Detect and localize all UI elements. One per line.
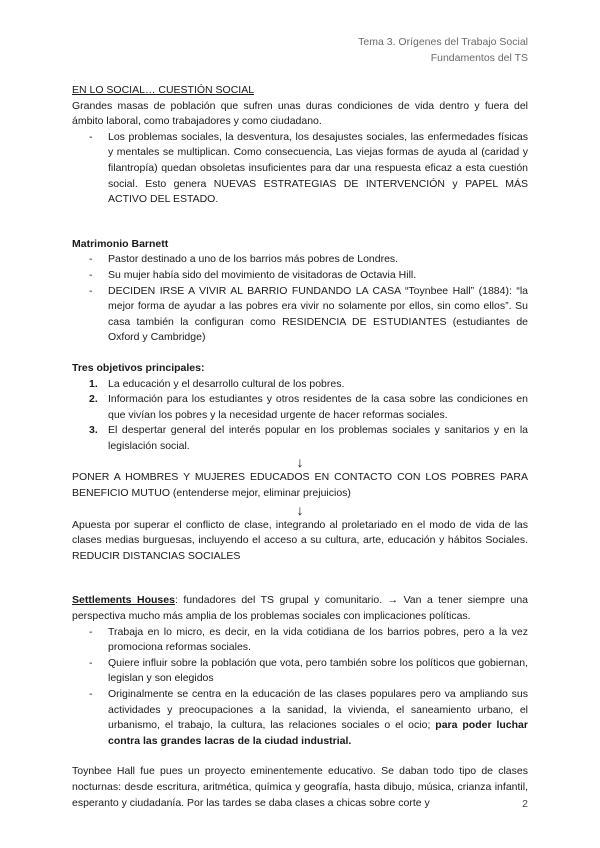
item-text: La educación y el desarrollo cultural de los pobres. bbox=[108, 377, 345, 390]
list-item: - Pastor destinado a uno de los barrios más pobres de Londres. bbox=[72, 252, 528, 268]
list-item bbox=[72, 392, 528, 423]
class-conflict-paragraph: Apuesta por superar el conflicto de clase, integrando al proletariado en el modo de vida de las clases medias burguesas, incluyendo el acceso a su cultura, arte, educación y hábitos Sociales. REDUCIR DISTANCIAS SOCIALES bbox=[72, 518, 528, 562]
page-header bbox=[358, 34, 528, 66]
item-text: El despertar general del interés popular en los problemas sociales y sanitarios y en la legislación social. bbox=[108, 424, 528, 452]
settlements-intro: : fundadores del TS grupal y comunitario. → Van a tener siempre una perspectiva mucho más amplia de los problemas sociales con implicaciones políticas. bbox=[72, 594, 529, 623]
list-item: - Su mujer había sido del movimiento de visitadoras de Octavia Hill. bbox=[72, 268, 528, 284]
list-item bbox=[72, 423, 528, 454]
section-title-objetivos: Tres objetivos principales: bbox=[72, 361, 205, 374]
down-arrow-icon: ↓ bbox=[296, 501, 304, 518]
mutual-benefit-statement: PONER A HOMBRES Y MUJERES EDUCADOS EN CONTACTO CON LOS POBRES PARA BENEFICIO MUTUO (entenderse mejor, eliminar prejuicios) bbox=[72, 471, 528, 500]
settlements-paragraph bbox=[72, 593, 528, 624]
cuestion-social-list bbox=[72, 130, 528, 208]
list-item bbox=[72, 377, 528, 393]
toynbee-hall-paragraph: Toynbee Hall fue pues un proyecto eminentemente educativo. Se daban todo tipo de clases nocturnas: desde escritura, aritmética, química y geografía, hasta dibujo, música, crianza infantil, esperanto y ciudadanía. Por las tardes se daba clases a chicas sobre corte y bbox=[72, 765, 528, 809]
document-body bbox=[72, 83, 528, 811]
item-emphasis: para poder luchar contra las grandes lacras de la ciudad industrial. bbox=[108, 719, 528, 747]
settlements-list bbox=[72, 625, 528, 750]
item-number: 2. bbox=[89, 393, 98, 406]
barnett-list bbox=[72, 252, 528, 346]
page-number: 2 bbox=[522, 798, 528, 810]
item-number: 1. bbox=[89, 377, 98, 390]
section-title-settlements: Settlements Houses bbox=[72, 594, 175, 607]
section-title-cuestion-social: EN LO SOCIAL… CUESTIÓN SOCIAL bbox=[72, 84, 255, 96]
list-item: - Los problemas sociales, la desventura, los desajustes sociales, las enfermedades físicas y mentales se multiplican. Como consecuencia, Las viejas formas de ayuda al (caridad y filantropía) quedan obsoletas insuficientes para dar una respuesta eficaz a esta cuestión social. Esto genera NUEVAS ESTRATEGIAS DE INTERVENCIÓN y PAPEL MÁS ACTIVO DEL ESTADO. bbox=[72, 130, 528, 208]
item-text: Originalmente se centra en la educación de las clases populares pero va ampliando sus actividades y preocupaciones a la sanidad, la vivienda, el saneamiento urbano, el urbanismo, el trabajo, la cultura, las relaciones sociales o el ocio; bbox=[108, 688, 528, 732]
section-title-barnett: Matrimonio Barnett bbox=[72, 237, 169, 250]
down-arrow-icon: ↓ bbox=[296, 454, 304, 471]
item-text: Información para los estudiantes y otros residentes de la casa sobre las condiciones en que vivían los pobres y la necesidad urgente de hacer reformas sociales. bbox=[108, 393, 528, 421]
objetivos-list bbox=[72, 377, 528, 455]
list-item: - Trabaja en lo micro, es decir, en la vida cotidiana de los barrios pobres, pero a la vez promociona reformas sociales. bbox=[72, 625, 528, 656]
list-item: - Quiere influir sobre la población que vota, pero también sobre los políticos que gobiernan, legislan y son elegidos bbox=[72, 656, 528, 687]
section-intro-paragraph: Grandes masas de población que sufren unas duras condiciones de vida dentro y fuera del ámbito laboral, como trabajadores y como ciudadano. bbox=[72, 99, 528, 128]
header-topic: Tema 3. Orígenes del Trabajo Social bbox=[358, 36, 528, 48]
header-course: Fundamentos del TS bbox=[430, 52, 528, 64]
list-item bbox=[72, 687, 528, 749]
item-number: 3. bbox=[89, 424, 98, 437]
list-item: - DECIDEN IRSE A VIVIR AL BARRIO FUNDANDO LA CASA “Toynbee Hall” (1884): “la mejor forma de ayudar a las pobres era vivir no solamente por ellos, sin como ellos”. Su casa también la configuran como RESIDENCIA DE ESTUDIANTES (estudiantes de Oxford y Cambridge) bbox=[72, 284, 528, 346]
